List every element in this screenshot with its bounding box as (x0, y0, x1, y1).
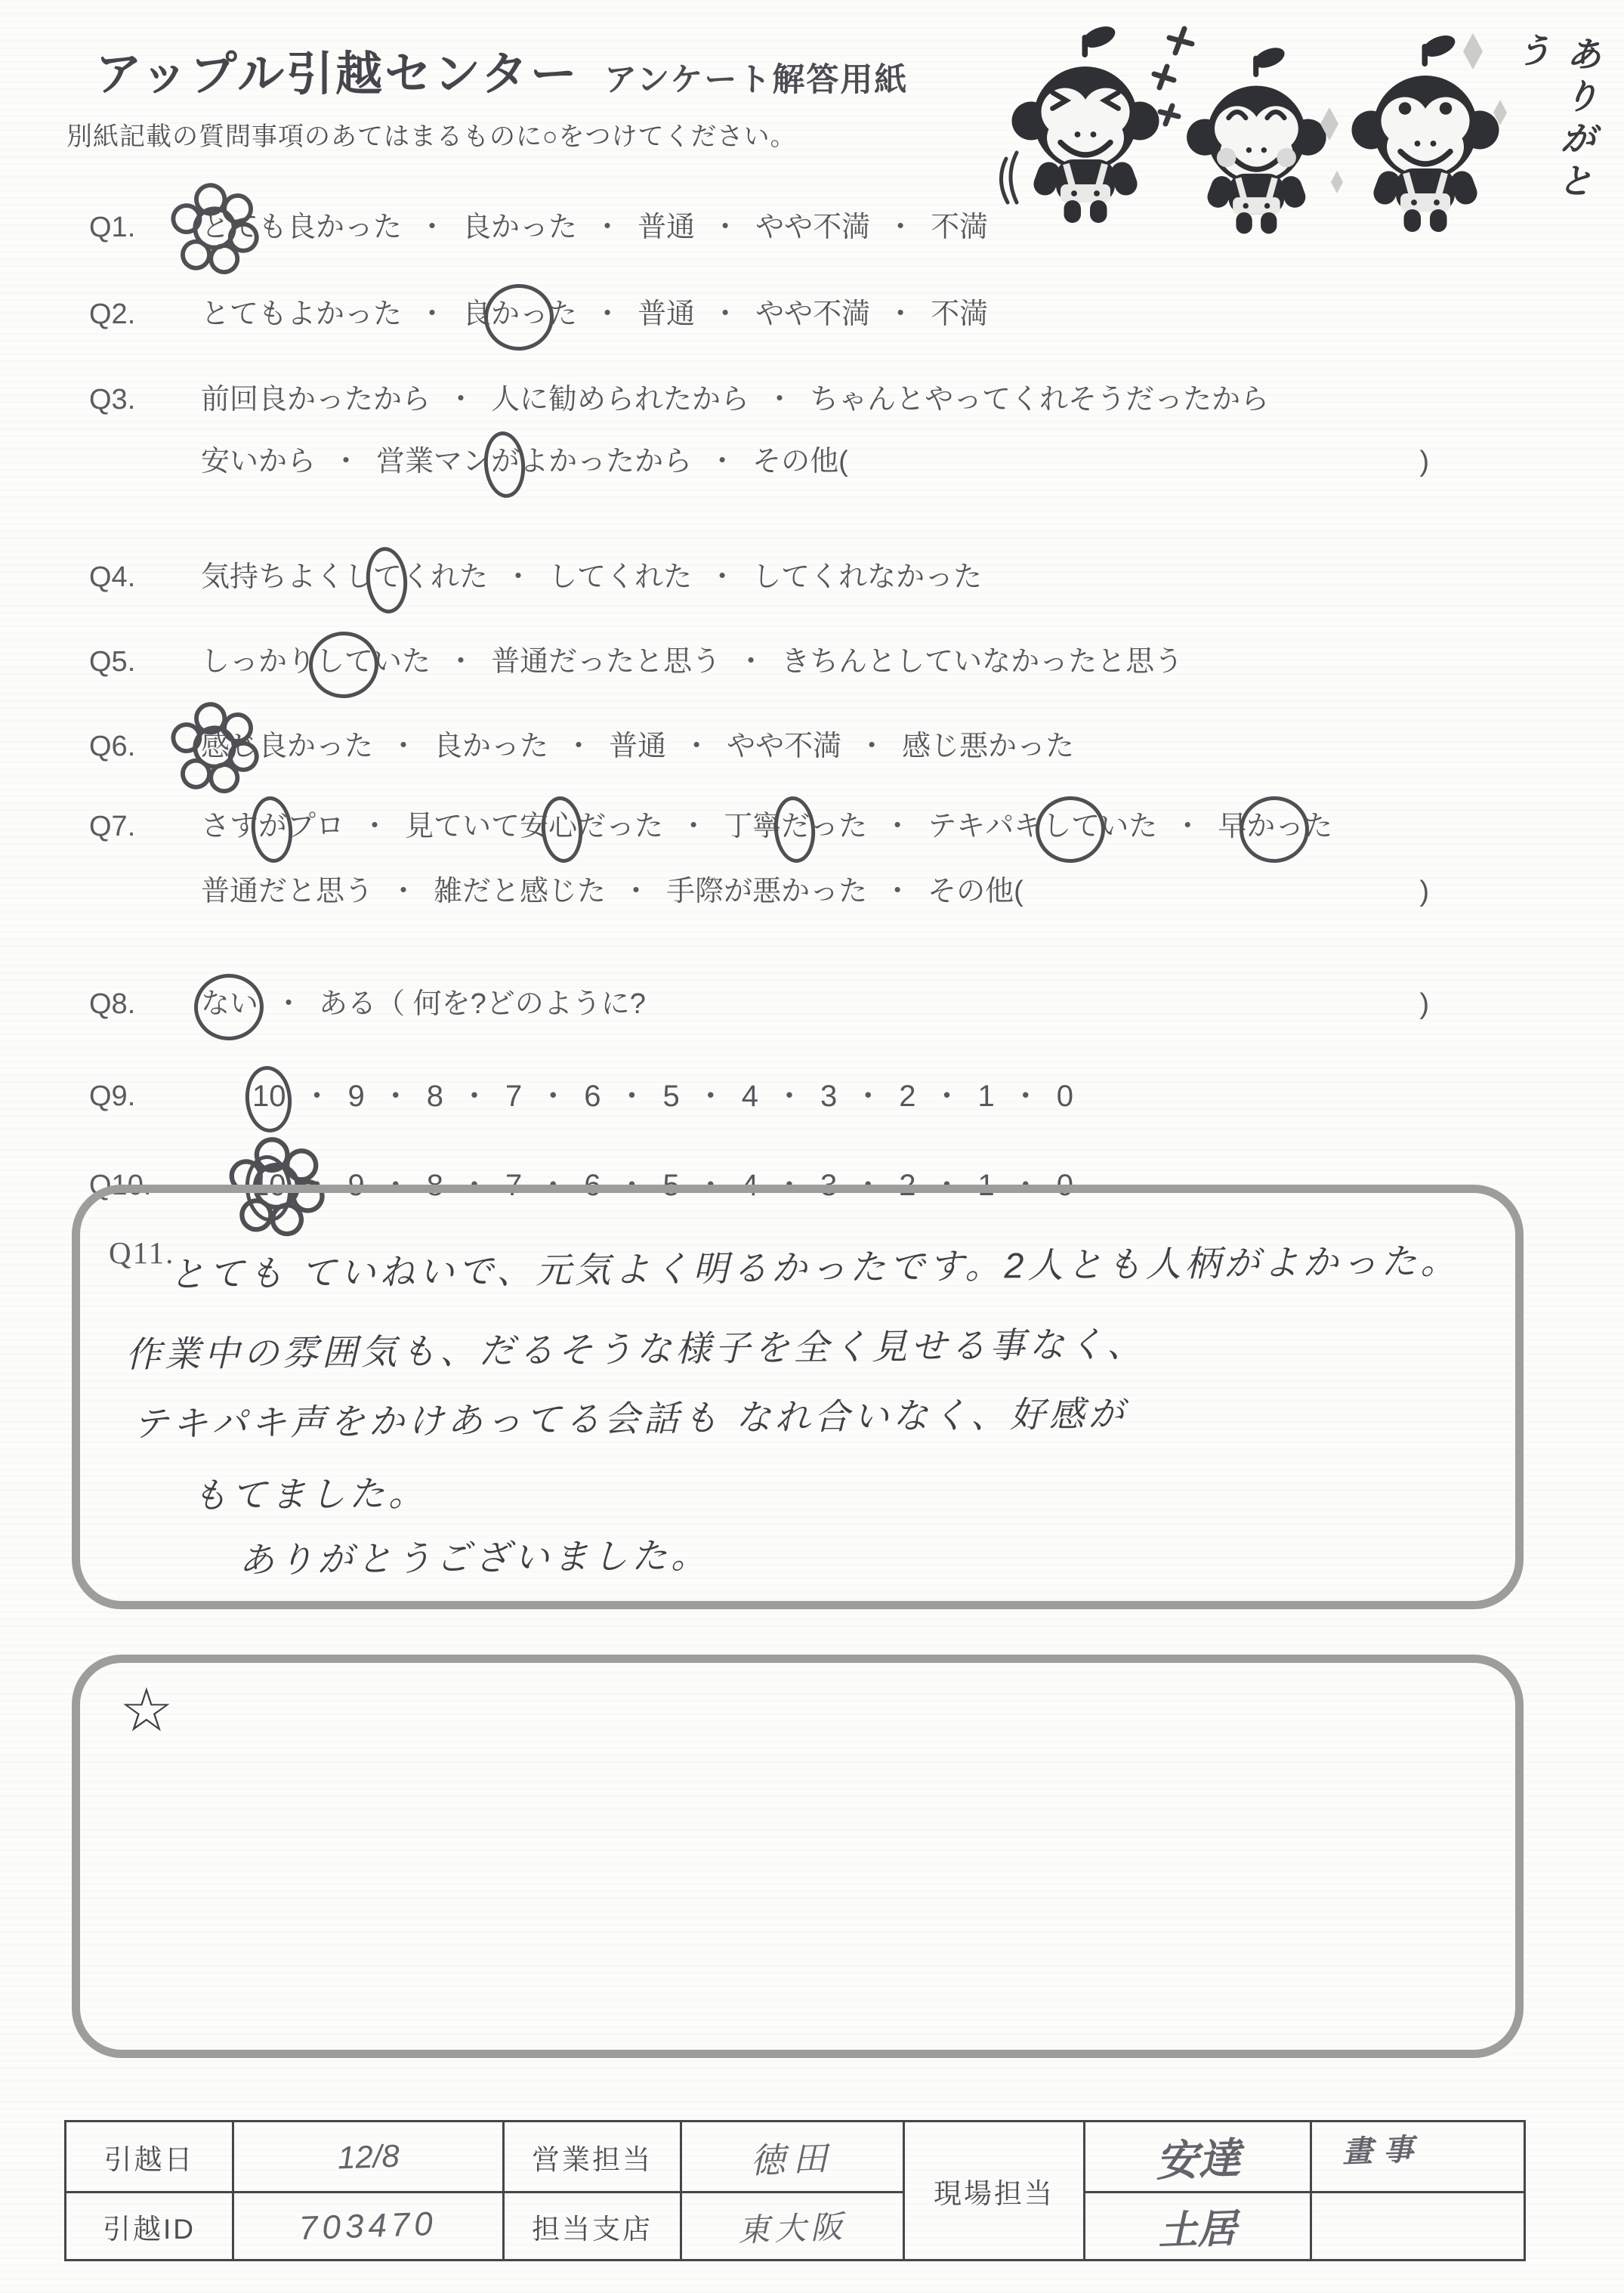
option-separator: ・ (622, 876, 651, 907)
option-separator: ・ (682, 731, 712, 762)
star-note-box (72, 1655, 1524, 2058)
q11-comment-line: ありがとうございました。 (238, 1534, 711, 1581)
question-label: Q1. (89, 212, 136, 243)
question-label: Q6. (89, 731, 136, 762)
option-text: 丁寧 (724, 811, 782, 842)
option-separator: ・ (679, 811, 709, 842)
option-separator: ・ (736, 646, 766, 678)
question-q4 (89, 554, 1458, 601)
option-separator: ・ (389, 731, 418, 762)
option-text: 普通だったと思う (491, 646, 721, 678)
handwritten-circle-mark: て (373, 554, 402, 601)
site-crew-extra: 畫事 (1311, 2121, 1525, 2193)
handwritten-circle-mark: かっ (1246, 803, 1304, 850)
answer-option (1218, 803, 1332, 850)
closing-paren: ) (1419, 876, 1429, 907)
option-text: 4 (741, 1080, 758, 1113)
answer-option (201, 554, 488, 601)
option-separator: ・ (459, 1169, 489, 1202)
option-text: 良かった (462, 212, 578, 243)
option-text: くれた (402, 561, 489, 593)
instruction-text: 別紙記載の質問事項のあてはまるものに○をつけてください。 (66, 122, 797, 151)
option-text: 6 (584, 1080, 601, 1113)
option-text: 感じ悪かった (902, 731, 1075, 762)
sales-rep-value: 徳田 (681, 2121, 904, 2193)
option-text: 良かった (434, 731, 549, 762)
question-q3 (89, 376, 1458, 485)
option-text: とてもよかった (201, 298, 403, 330)
option-text: 雑だと感じた (434, 876, 607, 907)
option-separator: ・ (883, 876, 912, 907)
answer-option (201, 291, 402, 338)
option-text: 不満 (931, 212, 989, 243)
answer-option (201, 376, 431, 423)
q11-comment-line: 作業中の雰囲気も、だるそうな様子を全く見せる事なく、 (125, 1323, 1147, 1375)
option-text: プロ (287, 811, 345, 842)
answer-option (434, 868, 606, 915)
answer-option (201, 981, 258, 1028)
option-separator: ・ (380, 1169, 411, 1202)
handwritten-circle-mark: 10 (252, 1073, 286, 1120)
question-list (89, 202, 1458, 1209)
answer-option (491, 376, 749, 423)
option-separator: ・ (774, 1080, 804, 1113)
answer-option (548, 554, 692, 601)
answer-option (810, 376, 1269, 423)
question-label: Q3. (89, 384, 136, 416)
option-text: してくれなかった (752, 561, 983, 593)
option-text: 感じ良かった (201, 731, 374, 762)
answer-option (201, 438, 316, 485)
answer-option (201, 204, 402, 251)
option-separator: ・ (538, 1169, 569, 1202)
option-text: 良 (462, 298, 492, 330)
option-text: だった (577, 811, 664, 842)
site-crew-value-2: 土居 (1085, 2193, 1311, 2261)
option-separator: ・ (389, 876, 418, 907)
option-separator: ・ (616, 1080, 647, 1113)
option-text: 人に勧められたから (491, 384, 750, 416)
move-id-label: 引越ID (66, 2193, 233, 2261)
option-separator: ・ (538, 1080, 569, 1113)
handwritten-circle-mark: かっ (491, 291, 548, 338)
handwritten-circle-mark: が (258, 803, 287, 850)
answer-option (376, 438, 692, 485)
option-separator: ・ (853, 1169, 884, 1202)
option-separator: ・ (1010, 1169, 1041, 1202)
move-date-label: 引越日 (66, 2121, 233, 2193)
option-text: しっかり (201, 646, 316, 678)
answer-option (491, 638, 721, 685)
option-separator: ・ (774, 1169, 804, 1202)
answer-option (427, 1073, 443, 1120)
option-separator: ・ (886, 298, 915, 330)
option-separator: ・ (380, 1080, 411, 1113)
option-separator: ・ (711, 298, 740, 330)
option-text: その他( (928, 876, 1023, 907)
option-separator: ・ (708, 446, 737, 477)
answer-option (348, 1073, 365, 1120)
option-text: テキパキ (928, 811, 1043, 842)
move-id-value: 703470 (233, 2193, 504, 2261)
answer-option (252, 1073, 286, 1120)
question-q8 (89, 981, 1458, 1028)
branch-value: 東大阪 (681, 2193, 904, 2261)
option-separator: ・ (593, 298, 622, 330)
move-date-value: 12/8 (233, 2121, 504, 2193)
site-crew-label: 現場担当 (904, 2121, 1085, 2261)
handwritten-circle-mark: ない (201, 981, 258, 1028)
option-separator: ・ (1010, 1080, 1041, 1113)
answer-option (742, 1073, 758, 1120)
option-text: 普通 (638, 212, 696, 243)
option-separator: ・ (931, 1080, 962, 1113)
answer-option (752, 438, 848, 485)
option-text: 4 (741, 1169, 758, 1202)
question-q5 (89, 638, 1458, 685)
answer-option (781, 638, 1183, 685)
answer-option (584, 1073, 601, 1120)
option-text: た (1304, 811, 1333, 842)
option-text: 2 (899, 1080, 916, 1113)
option-text: 普通 (638, 298, 696, 330)
answer-option (505, 1073, 522, 1120)
option-text: 9 (347, 1080, 365, 1113)
option-text: た (548, 298, 578, 330)
question-q6 (89, 723, 1458, 770)
option-text: 3 (820, 1169, 838, 1202)
option-separator: ・ (418, 298, 447, 330)
star-icon: ☆ (119, 1676, 174, 1744)
footer-info-table (64, 2120, 1526, 2261)
handwritten-circle-mark: して (1042, 803, 1100, 850)
option-text: さす (201, 811, 259, 842)
option-text: 普通だと思う (201, 876, 374, 907)
option-text: 2 (899, 1169, 916, 1202)
q11-label: Q11. (109, 1235, 175, 1270)
page-title: アップル引越センター (95, 48, 579, 100)
option-text: 早 (1218, 811, 1247, 842)
site-crew-extra-2 (1311, 2193, 1525, 2261)
branch-label: 担当支店 (504, 2193, 681, 2261)
option-separator: ・ (883, 811, 912, 842)
option-text: やや不満 (755, 298, 871, 330)
q11-comment-box (72, 1185, 1524, 1609)
answer-option (405, 803, 663, 850)
option-text: 見ていて安 (405, 811, 549, 842)
option-separator: ・ (459, 1080, 489, 1113)
answer-option (638, 291, 695, 338)
option-text: 安いから (201, 446, 316, 477)
option-separator: ・ (564, 731, 594, 762)
question-label: Q10. (89, 1170, 152, 1201)
question-q2 (89, 291, 1458, 338)
option-text: 不満 (931, 298, 989, 330)
handwritten-circle-mark: して (316, 638, 373, 685)
option-text: 1 (977, 1169, 995, 1202)
answer-option (724, 803, 867, 850)
option-text: その他( (752, 446, 848, 477)
option-text: してくれた (548, 561, 693, 593)
answer-option (201, 803, 344, 850)
handwritten-circle-mark: が (491, 438, 520, 485)
question-label: Q7. (89, 811, 136, 842)
option-text: 8 (426, 1080, 443, 1113)
option-text: いた (373, 646, 431, 678)
q11-comment-line: とても ていねいで、元気よく明るかったです。2人とも人柄がよかった。 (168, 1241, 1460, 1294)
option-text: 3 (820, 1080, 838, 1113)
option-text: やや不満 (755, 212, 871, 243)
question-label: Q9. (89, 1080, 136, 1112)
option-separator: ・ (695, 1080, 726, 1113)
option-separator: ・ (708, 561, 737, 593)
answer-option (462, 291, 577, 338)
option-separator: ・ (301, 1080, 332, 1113)
answer-option (928, 868, 1023, 915)
answer-option (755, 291, 870, 338)
answer-option (666, 868, 867, 915)
answer-option (1057, 1073, 1073, 1120)
question-q9 (89, 1073, 1458, 1120)
sales-rep-label: 営業担当 (504, 2121, 681, 2193)
option-separator: ・ (1173, 811, 1203, 842)
option-separator: ・ (711, 212, 740, 243)
option-text: 0 (1056, 1169, 1073, 1202)
option-text: きちんとしていなかったと思う (781, 646, 1184, 678)
answer-option (820, 1073, 837, 1120)
answer-option (201, 638, 431, 685)
option-separator: ・ (857, 731, 887, 762)
option-separator: ・ (765, 384, 795, 416)
answer-option (928, 803, 1157, 850)
option-separator: ・ (931, 1169, 962, 1202)
question-label: Q5. (89, 646, 136, 678)
option-text: 5 (662, 1169, 680, 1202)
option-separator: ・ (593, 212, 622, 243)
option-text: 6 (584, 1169, 601, 1202)
answer-option (638, 204, 695, 251)
option-text: 前回良かったから (201, 384, 431, 416)
answer-option (609, 723, 666, 770)
option-separator: ・ (616, 1169, 647, 1202)
option-text: ある（ 何を?どのように? (319, 988, 646, 1020)
option-separator: ・ (360, 811, 390, 842)
option-text: よかったから (520, 446, 693, 477)
option-text: いた (1100, 811, 1158, 842)
handwritten-circle-mark: だ (781, 803, 810, 850)
option-separator: ・ (695, 1169, 726, 1202)
handwritten-circle-mark: 10 (252, 1162, 286, 1209)
question-label: Q2. (89, 298, 136, 330)
option-separator: ・ (301, 1169, 332, 1202)
option-text: 7 (505, 1169, 523, 1202)
question-q1 (89, 204, 1458, 251)
q11-comment-line: もてました。 (191, 1473, 428, 1516)
option-text: 9 (347, 1169, 365, 1202)
option-separator: ・ (886, 212, 915, 243)
answer-option (755, 204, 870, 251)
answer-option (899, 1073, 915, 1120)
option-text: 8 (426, 1169, 443, 1202)
option-separator: ・ (332, 446, 361, 477)
option-text: 営業マン (376, 446, 492, 477)
answer-option (727, 723, 841, 770)
answer-option (462, 204, 577, 251)
option-text: ちゃんとやってくれそうだったから (810, 384, 1270, 416)
question-q7 (89, 803, 1458, 915)
thanks-handwriting: ありがとう (1509, 30, 1604, 206)
answer-option (931, 204, 988, 251)
option-text: 気持ちよくし (201, 561, 374, 593)
handwritten-circle-mark: 心 (548, 803, 577, 850)
site-crew-value-1: 安達 (1085, 2121, 1311, 2193)
answer-option (902, 723, 1074, 770)
answer-option (434, 723, 548, 770)
closing-paren: ) (1419, 988, 1429, 1020)
closing-paren: ) (1419, 446, 1429, 477)
answer-option (978, 1073, 995, 1120)
option-text: 5 (662, 1080, 680, 1113)
page-subtitle: アンケート解答用紙 (604, 62, 909, 98)
option-text: とても良かった (201, 212, 403, 243)
question-label: Q4. (89, 561, 136, 593)
option-text: 手際が悪かった (666, 876, 868, 907)
answer-option (931, 291, 988, 338)
question-label: Q8. (89, 988, 136, 1020)
answer-option (319, 981, 646, 1028)
option-text: 普通 (609, 731, 667, 762)
option-separator: ・ (274, 988, 304, 1020)
option-text: 0 (1056, 1080, 1073, 1113)
option-text: 1 (977, 1080, 995, 1113)
option-separator: ・ (853, 1080, 884, 1113)
option-text: った (810, 811, 868, 842)
option-separator: ・ (418, 212, 447, 243)
option-text: 7 (505, 1080, 523, 1113)
answer-option (201, 868, 373, 915)
answer-option (201, 723, 373, 770)
option-separator: ・ (504, 561, 533, 593)
option-separator: ・ (446, 384, 476, 416)
q11-comment-line: テキパキ声をかけあってる会話も なれ合いなく、好感が (132, 1393, 1128, 1444)
answer-option (752, 554, 982, 601)
answer-option (663, 1073, 680, 1120)
option-text: やや不満 (727, 731, 842, 762)
option-separator: ・ (446, 646, 476, 678)
